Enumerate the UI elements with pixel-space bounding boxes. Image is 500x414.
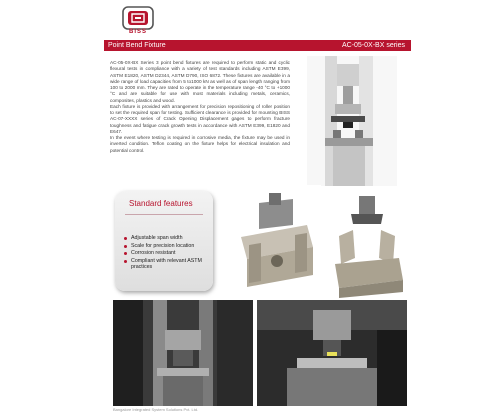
feature-item: Scale for precision location xyxy=(131,243,213,250)
test-setup-photo-left xyxy=(113,300,253,406)
fixture-assembly-photo xyxy=(325,188,409,300)
datasheet-page xyxy=(93,0,413,414)
feature-item: Adjustable span width xyxy=(131,235,213,242)
logo-text: BISS xyxy=(128,29,147,35)
features-divider xyxy=(125,214,203,215)
features-title: Standard features xyxy=(129,199,193,208)
product-description xyxy=(110,60,290,154)
description-paragraph: AC-05-0X-BX Series 3 point bend fixtures are required to perform static and cyclic flexural tests in compliance with a variety of test standards including ASTM E399, ASTM E1820, ASTM D2344, ASTM D790, ISO 6872. These fixtures are available in a wide range of load capacities from 5 to1000 kN as well as of span length ranging from 100 to 2000 mm. They are rated to operate in the temperature range -40 °C to +1000 °C and are suitable for use with most materials including metals, ceramics, composites, plastics and wood. xyxy=(110,60,290,103)
description-paragraph: In the event where testing is required in corrosive media, the fixture may be used in inverted condition. Teflon coating on the fixture helps for electrical insulation and potential control. xyxy=(110,135,290,153)
page-title: Point Bend Fixture xyxy=(108,42,166,49)
title-bar xyxy=(104,40,411,51)
fixture-closeup-photo xyxy=(231,185,321,295)
feature-item: Corrosion resistant xyxy=(131,250,213,257)
series-code: AC-05-0X-BX series xyxy=(341,42,405,49)
description-paragraph: Each fixture is provided with arrangement for precision repositioning of roller position to set the required span for testing. Sufficient clearance is provided for mounting BISS AC-07-XXXX series of Crack Opening Displacement gages to perform fracture toughness and fatigue crack growth tests in accordance with ASTM E399, E1820 and E647. xyxy=(110,103,290,134)
test-setup-photo-right xyxy=(257,300,407,406)
feature-item: Compliant with relevant ASTM practices xyxy=(131,258,213,271)
footer-text: Bangalore Integrated System Solutions Pvt. Ltd. xyxy=(113,407,199,412)
fixture-in-machine-photo xyxy=(307,56,397,186)
standard-features-panel xyxy=(115,191,213,291)
features-list xyxy=(121,235,213,272)
